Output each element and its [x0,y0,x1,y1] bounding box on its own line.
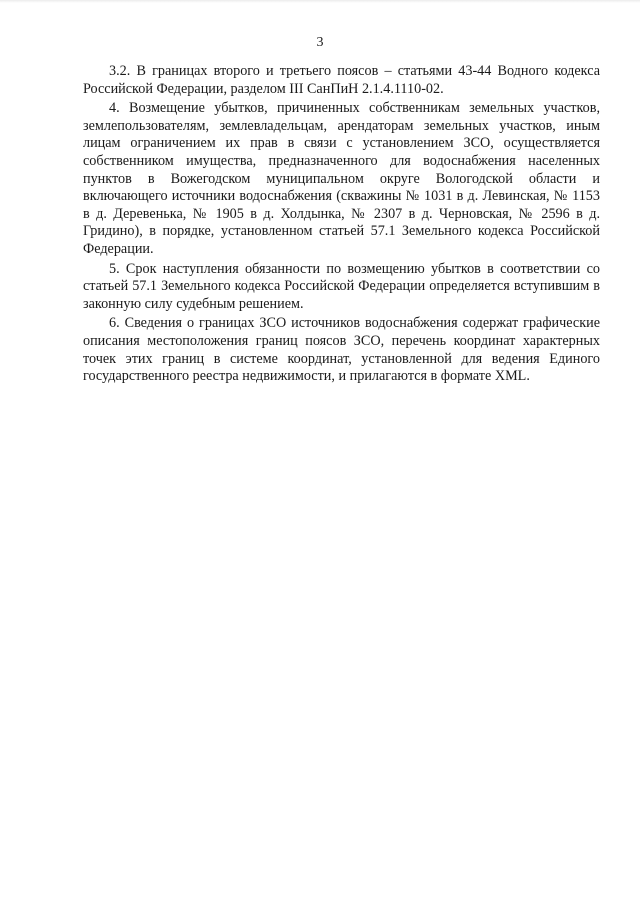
paragraph-6: 6. Сведения о границах ЗСО источников водоснабжения содержат графические описания местоположения границ поясов ЗСО, перечень координат характерных точек этих границ в системе координат, установленной для ведения Единого государственного реестра недвижимости, и прилагаются в формате XML. [83,315,600,385]
paragraph-4: 4. Возмещение убытков, причиненных собственникам земельных участков, землепользователям, землевладельцам, арендаторам земельных участков, иным лицам ограничением их прав в связи с установлением ЗСО, осуществляется собственником имущества, предназначенного для водоснабжения населенных пунктов в Вожегодском муниципальном округе Вологодской области и включающего источники водоснабжения (скважины № 1031 в д. Левинская, № 1153 в д. Деревенька, № 1905 в д. Холдынка, № 2307 в д. Черновская, № 2596 в д. Гридино), в порядке, установленном статьей 57.1 Земельного кодекса Российской Федерации. [83,100,600,257]
page-number: 3 [316,35,324,50]
document-body [83,63,600,386]
paragraph-3-2: 3.2. В границах второго и третьего поясов – статьями 43-44 Водного кодекса Российской Федерации, разделом III СанПиН 2.1.4.1110-02. [83,63,600,97]
paragraph-5: 5. Срок наступления обязанности по возмещению убытков в соответствии со статьей 57.1 Земельного кодекса Российской Федерации определяется вступившим в законную силу судебным решением. [83,260,600,312]
scan-edge [0,0,640,3]
